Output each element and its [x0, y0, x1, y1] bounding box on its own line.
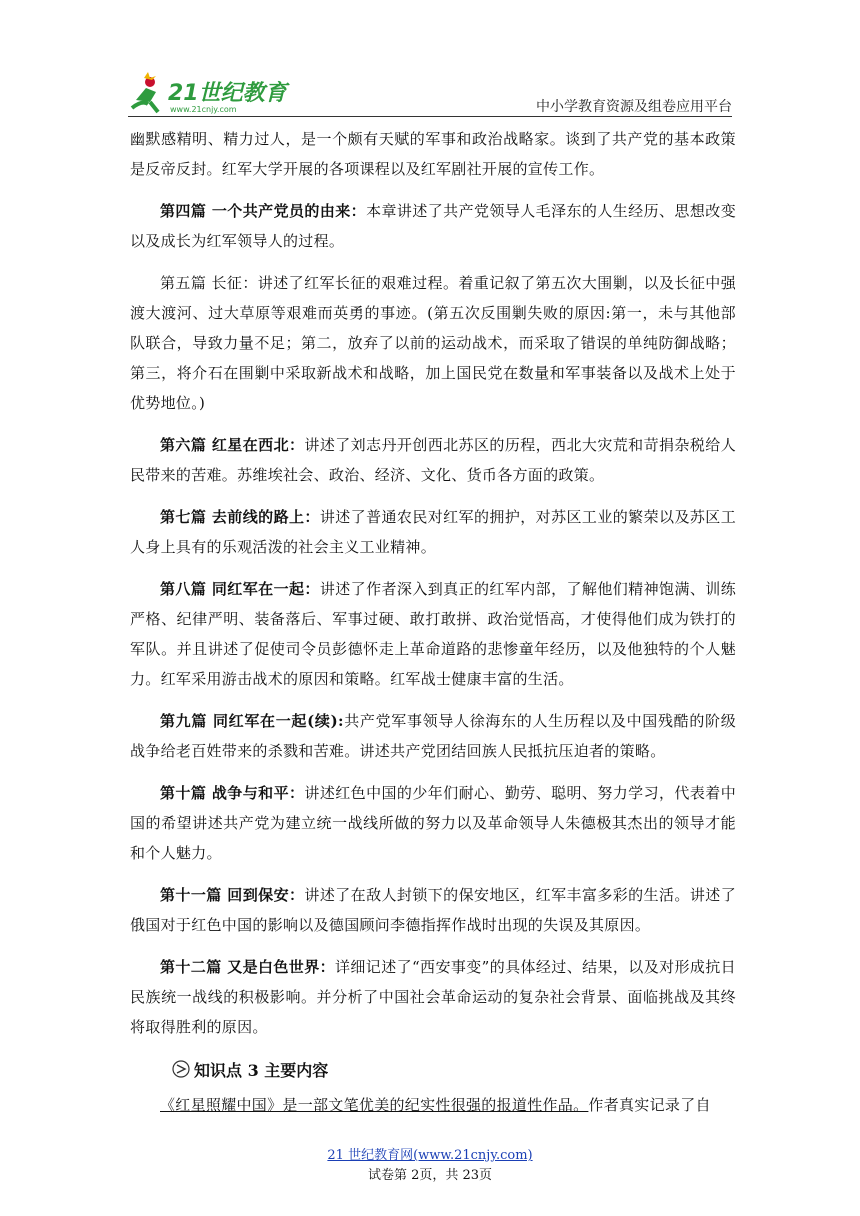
paragraph: 第四篇 一个共产党员的由来：本章讲述了共产党领导人毛泽东的人生经历、思想改变以及成长为红军领导人的过程。: [130, 202, 736, 250]
paragraph: 第十二篇 又是白色世界：详细记述了“西安事变”的具体经过、结果，以及对形成抗日民族统一战线的积极影响。并分析了中国社会革命运动的复杂社会背景、面临挑战及其终将取得胜利的原因。: [130, 958, 736, 1036]
paragraph: 第五篇 长征：讲述了红军长征的艰难过程。着重记叙了第五次大围剿，以及长征中强渡大渡河、过大草原等艰难而英勇的事迹。(第五次反围剿失败的原因:第一，未与其他部队联合，导致力量不足；第二，放弃了以前的运动战术，而采取了错误的单纯防御战略；第三，将介石在围剿中采取新战术和战略，加上国民党在数量和军事装备以及战术上处于优势地位。): [130, 274, 736, 412]
document-body: [130, 124, 736, 1132]
page-header: [128, 62, 732, 118]
underlined-text: 《红星照耀中国》是一部文笔优美的纪实性很强的报道性作品。: [160, 1096, 589, 1114]
paragraph: 第七篇 去前线的路上：讲述了普通农民对红军的拥护，对苏区工业的繁荣以及苏区工人身上具有的乐观活泼的社会主义工业精神。: [130, 508, 736, 556]
knowledge-point-heading: [172, 1054, 736, 1084]
svg-text:www.21cnjy.com: www.21cnjy.com: [170, 105, 237, 114]
paragraph: 第六篇 红星在西北：讲述了刘志丹开创西北苏区的历程，西北大灾荒和苛捐杂税给人民带来的苦难。苏维埃社会、政治、经济、文化、货币各方面的政策。: [130, 436, 736, 484]
paragraph: 第十篇 战争与和平：讲述红色中国的少年们耐心、勤劳、聪明、努力学习，代表着中国的希望讲述共产党为建立统一战线所做的努力以及革命领导人朱德极其杰出的领导才能和个人魅力。: [130, 784, 736, 862]
runner-icon: [132, 72, 158, 112]
header-divider: [128, 116, 732, 117]
svg-text:21世纪教育: 21世纪教育: [168, 81, 287, 106]
logo: [128, 70, 298, 116]
paragraph: 第八篇 同红军在一起：讲述了作者深入到真正的红军内部，了解他们精神饱满、训练严格、纪律严明、装备落后、军事过硬、敢打敢拼、政治觉悟高，才使得他们成为铁打的军队。并且讲述了促使司令员彭德怀走上革命道路的悲惨童年经历，以及他独特的个人魅力。红军采用游击战术的原因和策略。红军战士健康丰富的生活。: [130, 580, 736, 688]
paragraph: 第十一篇 回到保安：讲述了在敌人封锁下的保安地区，红军丰富多彩的生活。讲述了俄国对于红色中国的影响以及德国顾问李德指挥作战时出现的失误及其原因。: [130, 886, 736, 934]
footer-link[interactable]: 21 世纪教育网(www.21cnjy.com): [327, 1148, 533, 1163]
knowledge-point-title: 知识点 3 主要内容: [194, 1060, 329, 1080]
arrow-circle-icon: [172, 1060, 190, 1078]
platform-name: 中小学教育资源及组卷应用平台: [536, 99, 732, 115]
page-number: 试卷第 2页，共 23页: [367, 1168, 493, 1183]
paragraph: 《红星照耀中国》是一部文笔优美的纪实性很强的报道性作品。作者真实记录了自: [160, 1096, 711, 1114]
paragraph: 第九篇 同红军在一起(续):共产党军事领导人徐海东的人生历程以及中国残酷的阶级战争给老百姓带来的杀戮和苦难。讲述共产党团结回族人民抵抗压迫者的策略。: [130, 712, 736, 760]
page-footer: [0, 1146, 860, 1186]
paragraph: 幽默感精明、精力过人，是一个颇有天赋的军事和政治战略家。谈到了共产党的基本政策是反帝反封。红军大学开展的各项课程以及红军剧社开展的宣传工作。: [130, 130, 736, 178]
